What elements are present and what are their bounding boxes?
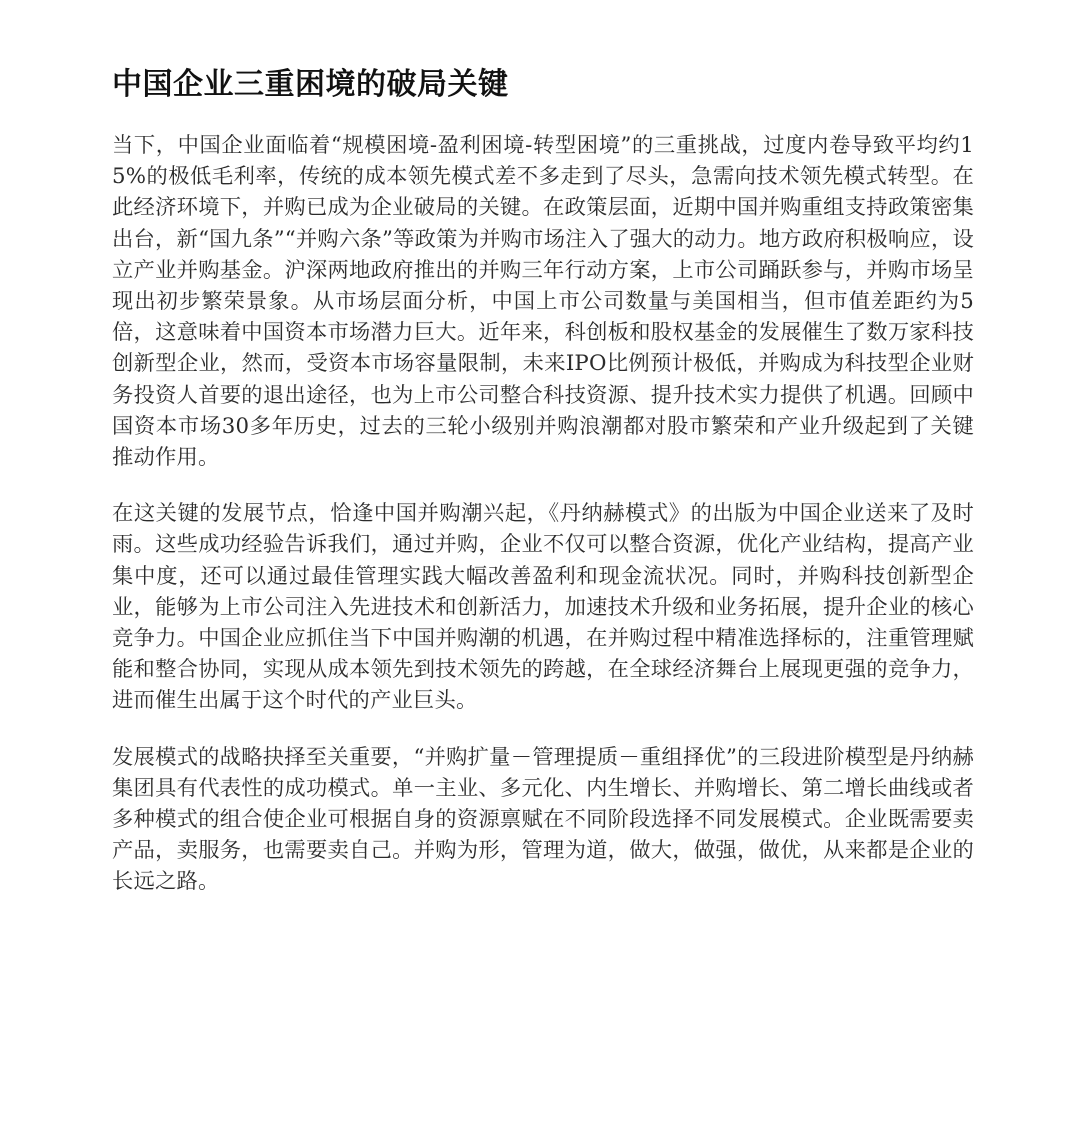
article-title: 中国企业三重困境的破局关键 [112, 67, 509, 102]
paragraph-1: 当下，中国企业面临着“规模困境-盈利困境-转型困境”的三重挑战，过度内卷导致平均约15%的极低毛利率，传统的成本领先模式差不多走到了尽头，急需向技术领先模式转型。在此经济环境下，并购已成为企业破局的关键。在政策层面，近期中国并购重组支持政策密集出台，新“国九条”“并购六条”等政策为并购市场注入了强大的动力。地方政府积极响应，设立产业并购基金。沪深两地政府推出的并购三年行动方案，上市公司踊跃参与，并购市场呈现出初步繁荣景象。从市场层面分析，中国上市公司数量与美国相当，但市值差距约为5倍，这意味着中国资本市场潜力巨大。近年来，科创板和股权基金的发展催生了数万家科技创新型企业，然而，受资本市场容量限制，未来IPO比例预计极低，并购成为科技型企业财务投资人首要的退出途径，也为上市公司整合科技资源、提升技术实力提供了机遇。回顾中国资本市场30多年历史，过去的三轮小级别并购浪潮都对股市繁荣和产业升级起到了关键推动作用。 [112, 133, 974, 471]
paragraph-2: 在这关键的发展节点，恰逢中国并购潮兴起，《丹纳赫模式》的出版为中国企业送来了及时雨。这些成功经验告诉我们，通过并购，企业不仅可以整合资源，优化产业结构，提高产业集中度，还可以通过最佳管理实践大幅改善盈利和现金流状况。同时，并购科技创新型企业，能够为上市公司注入先进技术和创新活力，加速技术升级和业务拓展，提升企业的核心竞争力。中国企业应抓住当下中国并购潮的机遇，在并购过程中精准选择标的，注重管理赋能和整合协同，实现从成本领先到技术领先的跨越，在全球经济舞台上展现更强的竞争力，进而催生出属于这个时代的产业巨头。 [112, 501, 974, 714]
article [112, 0, 974, 898]
paragraph-3: 发展模式的战略抉择至关重要，“并购扩量－管理提质－重组择优”的三段进阶模型是丹纳赫集团具有代表性的成功模式。单一主业、多元化、内生增长、并购增长、第二增长曲线或者多种模式的组合使企业可根据自身的资源禀赋在不同阶段选择不同发展模式。企业既需要卖产品，卖服务，也需要卖自己。并购为形，管理为道，做大，做强，做优，从来都是企业的长远之路。 [112, 744, 974, 895]
